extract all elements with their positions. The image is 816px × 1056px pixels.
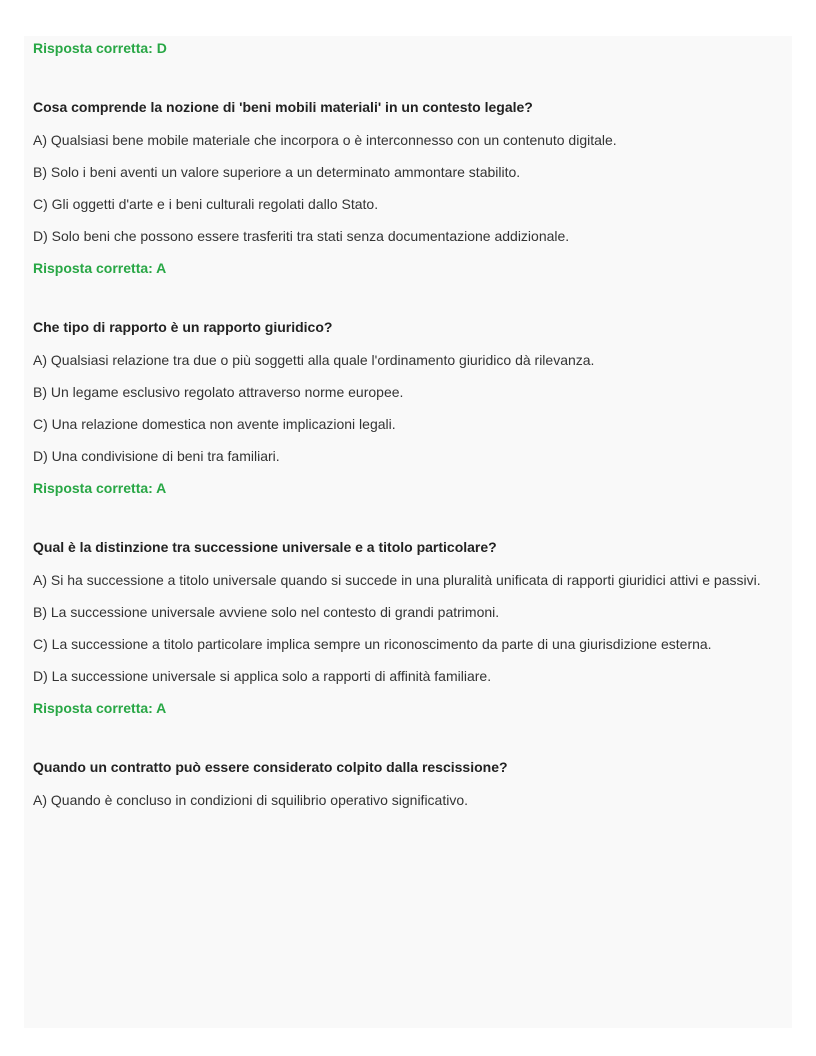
option-a: A) Quando è concluso in condizioni di squilibrio operativo significativo. xyxy=(33,792,469,808)
correct-answer: Risposta corretta: A xyxy=(33,700,167,716)
option-c: C) Gli oggetti d'arte e i beni culturali regolati dallo Stato. xyxy=(33,196,379,212)
option-b: B) La successione universale avviene solo nel contesto di grandi patrimoni. xyxy=(33,604,500,620)
question-block xyxy=(33,97,783,278)
option-c: C) Una relazione domestica non avente implicazioni legali. xyxy=(33,416,396,432)
question-text: Qual è la distinzione tra successione universale e a titolo particolare? xyxy=(33,539,497,555)
correct-answer: Risposta corretta: A xyxy=(33,260,167,276)
option-c: C) La successione a titolo particolare implica sempre un riconoscimento da parte di una giurisdizione esterna. xyxy=(33,636,712,652)
option-d: D) Una condivisione di beni tra familiari. xyxy=(33,448,280,464)
question-text: Cosa comprende la nozione di 'beni mobili materiali' in un contesto legale? xyxy=(33,99,533,115)
question-block xyxy=(33,317,783,498)
option-a: A) Qualsiasi relazione tra due o più soggetti alla quale l'ordinamento giuridico dà rilevanza. xyxy=(33,352,595,368)
option-d: D) La successione universale si applica solo a rapporti di affinità familiare. xyxy=(33,668,492,684)
option-b: B) Solo i beni aventi un valore superiore a un determinato ammontare stabilito. xyxy=(33,164,521,180)
quiz-panel xyxy=(24,36,792,1028)
question-block xyxy=(33,757,783,810)
question-text: Quando un contratto può essere considerato colpito dalla rescissione? xyxy=(33,759,508,775)
option-a: A) Qualsiasi bene mobile materiale che incorpora o è interconnesso con un contenuto digitale. xyxy=(33,132,617,148)
option-a: A) Si ha successione a titolo universale quando si succede in una pluralità unificata di rapporti giuridici attivi e passivi. xyxy=(33,572,761,588)
correct-answer: Risposta corretta: A xyxy=(33,480,167,496)
correct-answer: Risposta corretta: D xyxy=(33,40,167,56)
option-d: D) Solo beni che possono essere trasferiti tra stati senza documentazione addizionale. xyxy=(33,228,570,244)
option-b: B) Un legame esclusivo regolato attraverso norme europee. xyxy=(33,384,404,400)
question-block xyxy=(33,537,783,718)
question-text: Che tipo di rapporto è un rapporto giuridico? xyxy=(33,319,333,335)
